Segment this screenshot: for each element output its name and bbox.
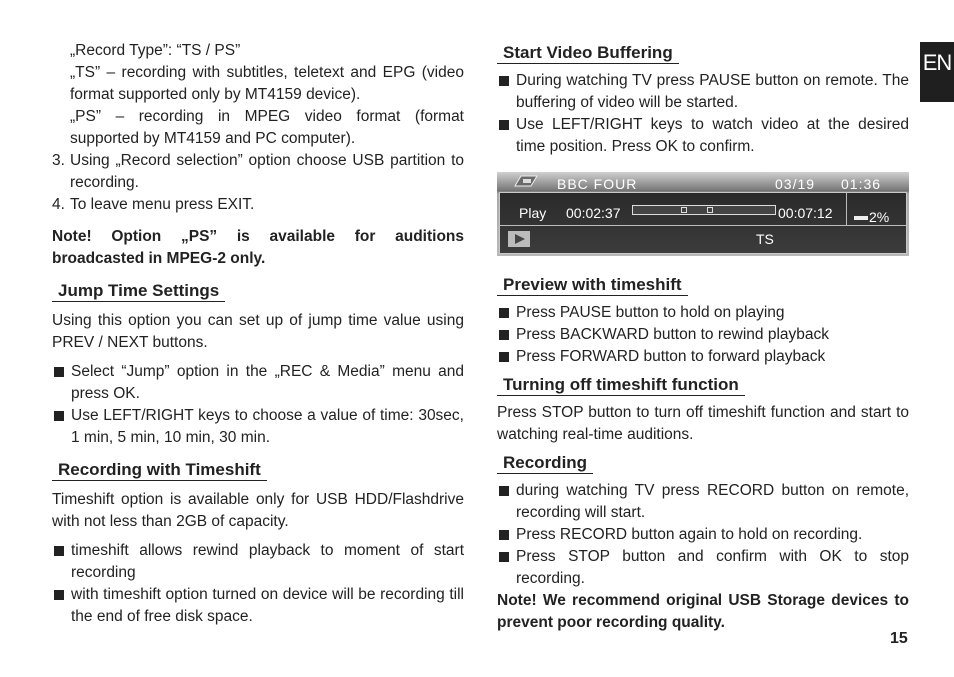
- jump-time-heading: Jump Time Settings: [52, 280, 225, 302]
- osd-date: 03/19: [775, 176, 816, 192]
- buffering-heading: Start Video Buffering: [497, 42, 679, 64]
- list-item: Press RECORD button again to hold on recording.: [497, 524, 909, 546]
- osd-time-end: 00:07:12: [778, 205, 833, 221]
- usb-note: Note! We recommend original USB Storage devices to prevent poor recording quality.: [497, 592, 909, 631]
- record-type-line: „Record Type”: “TS / PS”: [70, 42, 241, 59]
- osd-time-start: 00:02:37: [566, 205, 621, 221]
- timeshift-heading: Recording with Timeshift: [52, 459, 267, 481]
- osd-status: Play: [519, 205, 547, 221]
- timeshift-osd-screenshot: [497, 172, 909, 256]
- right-column: [497, 40, 909, 634]
- left-column: [52, 40, 464, 628]
- list-item: timeshift allows rewind playback to moment of start recording: [52, 540, 464, 584]
- list-item: Use LEFT/RIGHT keys to watch video at the desired time position. Press OK to confirm.: [497, 114, 909, 158]
- timeshift-off-text: Press STOP button to turn off timeshift function and start to watching real-time auditions.: [497, 404, 909, 443]
- jump-intro: Using this option you can set up of jump time value using PREV / NEXT buttons.: [52, 312, 464, 351]
- osd-panel: [499, 192, 907, 254]
- timeshift-intro: Timeshift option is available only for USB HDD/Flashdrive with not less than 2GB of capacity.: [52, 491, 464, 530]
- osd-storage-percent: 2%: [869, 209, 890, 225]
- list-item: Press BACKWARD button to rewind playback: [497, 324, 909, 346]
- osd-storage-bar: [854, 216, 868, 220]
- step-4: [52, 194, 464, 216]
- step-text: Using „Record selection” option choose USB partition to recording.: [70, 152, 464, 191]
- osd-progress-bar: [632, 205, 776, 215]
- channel-logo-icon: [513, 174, 539, 188]
- list-item: Press STOP button and confirm with OK to stop recording.: [497, 546, 909, 590]
- step-number: 4.: [52, 196, 65, 213]
- language-tab: EN: [920, 42, 954, 102]
- list-item: with timeshift option turned on device will be recording till the end of free disk space.: [52, 584, 464, 628]
- play-icon: [508, 231, 530, 247]
- list-item: Select “Jump” option in the „REC & Media” menu and press OK.: [52, 361, 464, 405]
- recording-heading: Recording: [497, 452, 593, 474]
- list-item: Press FORWARD button to forward playback: [497, 346, 909, 368]
- step-number: 3.: [52, 152, 65, 169]
- ps-note: Note! Option „PS” is available for auditions broadcasted in MPEG-2 only.: [52, 228, 464, 267]
- list-item: Press PAUSE button to hold on playing: [497, 302, 909, 324]
- page-number: 15: [890, 630, 908, 647]
- osd-clock: 01:36: [841, 176, 882, 192]
- preview-heading: Preview with timeshift: [497, 274, 688, 296]
- ps-description: „PS” – recording in MPEG video format (format supported by MT4159 and PC computer).: [70, 108, 464, 147]
- list-item: Use LEFT/RIGHT keys to choose a value of time: 30sec, 1 min, 5 min, 10 min, 30 min.: [52, 405, 464, 449]
- ts-description: „TS” – recording with subtitles, teletext and EPG (video format supported only by MT4159 device).: [70, 64, 464, 103]
- osd-format: TS: [756, 231, 774, 247]
- list-item: during watching TV press RECORD button on remote, recording will start.: [497, 480, 909, 524]
- step-text: To leave menu press EXIT.: [70, 196, 255, 213]
- progress-marker: [681, 207, 687, 213]
- step-3: [52, 150, 464, 194]
- timeshift-off-heading: Turning off timeshift function: [497, 374, 745, 396]
- progress-marker: [707, 207, 713, 213]
- osd-channel-name: BBC FOUR: [557, 176, 638, 192]
- list-item: During watching TV press PAUSE button on remote. The buffering of video will be started.: [497, 70, 909, 114]
